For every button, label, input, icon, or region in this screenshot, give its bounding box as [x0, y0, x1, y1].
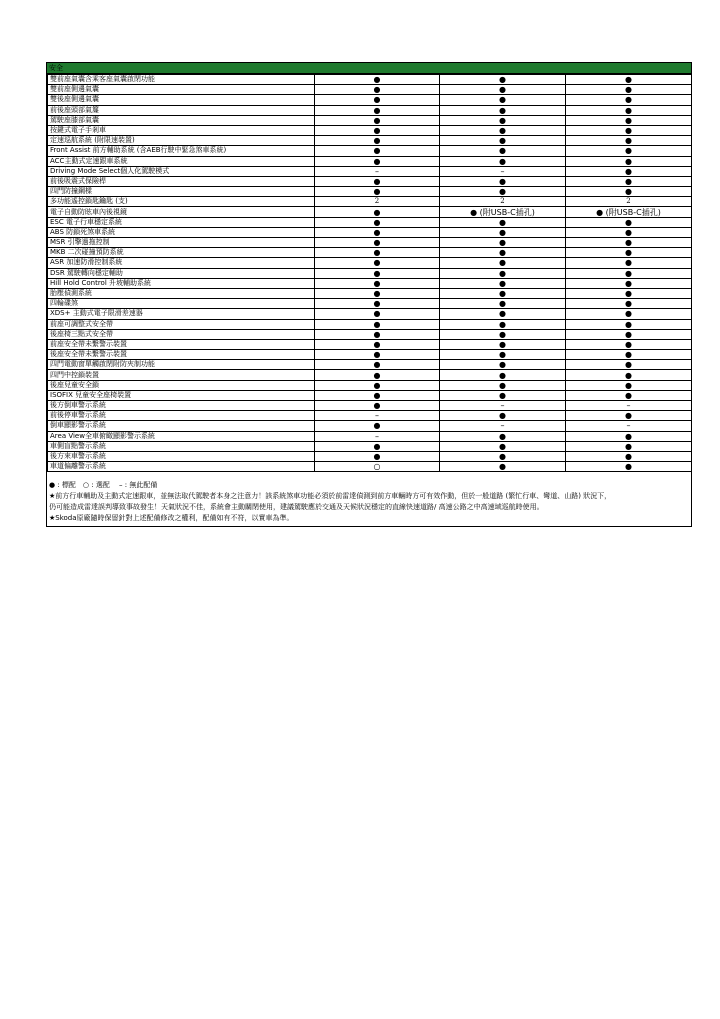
spec-item-name: 後座椅三點式安全帶	[48, 329, 315, 339]
spec-value: ●	[566, 166, 692, 176]
spec-value: ●	[566, 248, 692, 258]
spec-item-name: 後座兒童安全鎖	[48, 380, 315, 390]
spec-value: ●	[440, 411, 566, 421]
spec-item-name: 倒車顯影警示系統	[48, 421, 315, 431]
spec-item-name: 電子自動防眩車內後視鏡	[48, 207, 315, 217]
spec-row	[48, 451, 692, 461]
spec-item-name: 前座可調整式安全帶	[48, 319, 315, 329]
spec-item-name: 雙後座側邊氣囊	[48, 95, 315, 105]
spec-item-name: ABS 防鎖死煞車系統	[48, 227, 315, 237]
spec-sheet	[46, 62, 692, 527]
spec-value: ●	[315, 350, 440, 360]
spec-value: ●	[315, 319, 440, 329]
spec-value: ●	[566, 339, 692, 349]
spec-row	[48, 146, 692, 156]
spec-row	[48, 268, 692, 278]
spec-value: ●	[315, 380, 440, 390]
spec-value: –	[315, 411, 440, 421]
spec-item-name: DSR 駕駛轉向穩定輔助	[48, 268, 315, 278]
spec-item-name: ESC 電子行車穩定系統	[48, 217, 315, 227]
spec-value: ●	[440, 156, 566, 166]
spec-value: ●	[566, 278, 692, 288]
spec-item-name: 前座安全帶未繫警示裝置	[48, 339, 315, 349]
spec-value: ●	[315, 176, 440, 186]
spec-value: –	[440, 166, 566, 176]
spec-value: ●	[315, 248, 440, 258]
spec-value: ●	[315, 105, 440, 115]
section-header: 安全	[47, 63, 691, 74]
spec-item-name: 車側盲點警示系統	[48, 441, 315, 451]
spec-value: ●	[315, 268, 440, 278]
spec-item-name: 四輪碟煞	[48, 299, 315, 309]
spec-value: ●	[440, 278, 566, 288]
spec-value: ●	[566, 319, 692, 329]
spec-row	[48, 411, 692, 421]
spec-value: 2	[566, 197, 692, 207]
spec-row	[48, 176, 692, 186]
spec-row	[48, 421, 692, 431]
spec-row	[48, 115, 692, 125]
spec-row	[48, 238, 692, 248]
spec-value: ●	[566, 75, 692, 85]
spec-value: ●	[440, 441, 566, 451]
spec-item-name: 雙前座氣囊含乘客座氣囊啟閉功能	[48, 75, 315, 85]
spec-item-name: ASR 加速防滑控制系統	[48, 258, 315, 268]
spec-value: ●	[566, 299, 692, 309]
spec-item-name: MKB 二次碰撞預防系統	[48, 248, 315, 258]
spec-value: –	[440, 401, 566, 411]
spec-item-name: MSR 引擎過拖控制	[48, 238, 315, 248]
spec-value: ●	[315, 329, 440, 339]
spec-value: ●	[315, 217, 440, 227]
spec-row	[48, 75, 692, 85]
spec-value: –	[566, 401, 692, 411]
spec-value: ●	[440, 309, 566, 319]
spec-value: ● (附USB-C插孔)	[566, 207, 692, 217]
spec-value: ●	[440, 136, 566, 146]
spec-value: ●	[315, 136, 440, 146]
spec-row	[48, 85, 692, 95]
spec-item-name: 多功能遙控鎖匙鑰匙 (支)	[48, 197, 315, 207]
spec-row	[48, 258, 692, 268]
spec-value: ●	[440, 238, 566, 248]
spec-value: ●	[566, 411, 692, 421]
spec-row	[48, 95, 692, 105]
spec-value: ●	[566, 125, 692, 135]
spec-value: ●	[440, 350, 566, 360]
spec-value: ●	[566, 431, 692, 441]
spec-item-name: 定速巡航系統 (附限速裝置)	[48, 136, 315, 146]
spec-value: ●	[566, 238, 692, 248]
spec-row	[48, 380, 692, 390]
spec-value: –	[440, 421, 566, 431]
spec-value: ●	[440, 462, 566, 472]
spec-value: ●	[440, 339, 566, 349]
spec-value: ●	[315, 85, 440, 95]
spec-value: ●	[440, 75, 566, 85]
spec-value: ●	[566, 451, 692, 461]
spec-value: ●	[566, 258, 692, 268]
spec-value: ●	[440, 248, 566, 258]
spec-value: ●	[440, 227, 566, 237]
spec-item-name: 胎壓偵測系統	[48, 288, 315, 298]
spec-value: ●	[566, 370, 692, 380]
spec-value: ●	[315, 207, 440, 217]
spec-value: ●	[315, 227, 440, 237]
spec-row	[48, 431, 692, 441]
spec-item-name: 後座安全帶未繫警示裝置	[48, 350, 315, 360]
spec-value: ●	[315, 278, 440, 288]
spec-value: ●	[315, 370, 440, 380]
spec-value: ●	[315, 258, 440, 268]
spec-row	[48, 288, 692, 298]
spec-value: ●	[315, 441, 440, 451]
spec-item-name: 雙前座側邊氣囊	[48, 85, 315, 95]
spec-row	[48, 248, 692, 258]
spec-value: ●	[566, 462, 692, 472]
spec-value: 2	[440, 197, 566, 207]
spec-item-name: Driving Mode Select個人化駕駛模式	[48, 166, 315, 176]
spec-row	[48, 207, 692, 217]
spec-value: ●	[566, 156, 692, 166]
spec-value: ●	[566, 268, 692, 278]
spec-row	[48, 156, 692, 166]
spec-value: ●	[315, 115, 440, 125]
spec-value: ●	[566, 288, 692, 298]
spec-item-name: 車道偏離警示系統	[48, 462, 315, 472]
spec-value: ●	[315, 187, 440, 197]
spec-item-name: 後方來車警示系統	[48, 451, 315, 461]
spec-value: ●	[440, 85, 566, 95]
spec-value: ●	[440, 115, 566, 125]
spec-row	[48, 278, 692, 288]
spec-row	[48, 370, 692, 380]
spec-value: ●	[315, 309, 440, 319]
spec-value: ●	[315, 451, 440, 461]
spec-value: ●	[440, 390, 566, 400]
spec-row	[48, 227, 692, 237]
spec-item-name: Hill Hold Control 升坡輔助系統	[48, 278, 315, 288]
spec-value: ●	[315, 125, 440, 135]
spec-value: ●	[315, 360, 440, 370]
spec-value: ●	[440, 176, 566, 186]
spec-item-name: 後方倒車警示系統	[48, 401, 315, 411]
spec-row	[48, 299, 692, 309]
spec-item-name: 前後停車警示系統	[48, 411, 315, 421]
spec-item-name: 四門中控鎖裝置	[48, 370, 315, 380]
spec-value: ○	[315, 462, 440, 472]
spec-value: ● (附USB-C插孔)	[440, 207, 566, 217]
spec-value: ●	[440, 380, 566, 390]
spec-value: ●	[315, 238, 440, 248]
spec-item-name: 前後吸震式保險桿	[48, 176, 315, 186]
spec-item-name: XDS+ 主動式電子限滑差速器	[48, 309, 315, 319]
spec-value: ●	[566, 309, 692, 319]
spec-value: ●	[566, 390, 692, 400]
spec-row	[48, 309, 692, 319]
spec-table	[47, 74, 692, 472]
spec-value: ●	[440, 299, 566, 309]
note-disclaimer: ★Skoda原廠隨時保留針對上述配備修改之權利，配備如有不符，以實車為準。	[49, 514, 294, 523]
spec-value: ●	[440, 370, 566, 380]
legend: ● : 標配 ○ : 選配 – : 無此配備	[49, 481, 158, 490]
spec-value: ●	[566, 360, 692, 370]
spec-value: ●	[440, 268, 566, 278]
spec-value: ●	[566, 136, 692, 146]
spec-value: ●	[440, 105, 566, 115]
spec-item-name: 按鍵式電子手剎車	[48, 125, 315, 135]
spec-value: ●	[440, 288, 566, 298]
spec-value: ●	[440, 258, 566, 268]
spec-item-name: Front Assist 前方輔助系統 (含AEB行駛中緊急煞車系統)	[48, 146, 315, 156]
spec-value: ●	[315, 299, 440, 309]
spec-row	[48, 441, 692, 451]
spec-value: ●	[566, 95, 692, 105]
spec-value: ●	[566, 105, 692, 115]
spec-row	[48, 187, 692, 197]
spec-item-name: Area View全車俯瞰顯影警示系統	[48, 431, 315, 441]
spec-value: ●	[566, 227, 692, 237]
spec-row	[48, 401, 692, 411]
spec-value: –	[566, 421, 692, 431]
spec-value: ●	[440, 125, 566, 135]
spec-value: ●	[440, 217, 566, 227]
spec-value: ●	[315, 146, 440, 156]
spec-row	[48, 217, 692, 227]
spec-value: ●	[315, 95, 440, 105]
spec-row	[48, 166, 692, 176]
spec-value: ●	[440, 451, 566, 461]
spec-row	[48, 462, 692, 472]
spec-item-name: 前後座頭部氣簾	[48, 105, 315, 115]
spec-value: ●	[566, 217, 692, 227]
spec-value: ●	[440, 431, 566, 441]
spec-value: ●	[315, 401, 440, 411]
spec-item-name: 四門電動窗單觸啟閉附防夾制功能	[48, 360, 315, 370]
spec-item-name: 四門防撞鋼樑	[48, 187, 315, 197]
spec-value: ●	[315, 288, 440, 298]
spec-value: ●	[440, 360, 566, 370]
spec-value: ●	[440, 319, 566, 329]
spec-item-name: 駕駛座膝部氣囊	[48, 115, 315, 125]
spec-value: ●	[315, 156, 440, 166]
spec-value: ●	[315, 75, 440, 85]
spec-row	[48, 105, 692, 115]
spec-row	[48, 125, 692, 135]
spec-value: ●	[566, 350, 692, 360]
spec-value: ●	[440, 187, 566, 197]
spec-item-name: ISOFIX 兒童安全座椅裝置	[48, 390, 315, 400]
spec-value: ●	[566, 441, 692, 451]
spec-row	[48, 350, 692, 360]
spec-value: ●	[440, 146, 566, 156]
spec-value: ●	[566, 85, 692, 95]
note-radar-1: ★前方行車輔助及主動式定速跟車，並無法取代駕駛者本身之注意力！該系統煞車功能必須於前雷達偵測到前方車輛時方可有效作動，但於一般道路 (繁忙行車、彎道、山路) 狀況下，	[49, 492, 612, 501]
spec-value: 2	[315, 197, 440, 207]
spec-row	[48, 390, 692, 400]
spec-value: ●	[566, 380, 692, 390]
spec-value: –	[315, 166, 440, 176]
spec-row	[48, 136, 692, 146]
spec-value: ●	[315, 421, 440, 431]
spec-row	[48, 197, 692, 207]
spec-value: ●	[566, 187, 692, 197]
spec-value: ●	[440, 329, 566, 339]
spec-value: ●	[566, 329, 692, 339]
spec-value: ●	[566, 115, 692, 125]
spec-row	[48, 329, 692, 339]
spec-row	[48, 339, 692, 349]
spec-row	[48, 319, 692, 329]
spec-value: ●	[440, 95, 566, 105]
spec-value: ●	[315, 390, 440, 400]
notes	[47, 472, 691, 526]
spec-value: ●	[566, 176, 692, 186]
spec-value: –	[315, 431, 440, 441]
spec-row	[48, 360, 692, 370]
spec-value: ●	[315, 339, 440, 349]
spec-value: ●	[566, 146, 692, 156]
note-radar-2: 仍可能造成雷達誤判導致事故發生！天氣狀況不佳，系統會主動關閉使用，建議駕駛應於交通及天候狀況穩定的直線快速道路/ 高速公路之中高速域巡航時使用。	[49, 503, 544, 512]
spec-item-name: ACC主動式定速跟車系統	[48, 156, 315, 166]
